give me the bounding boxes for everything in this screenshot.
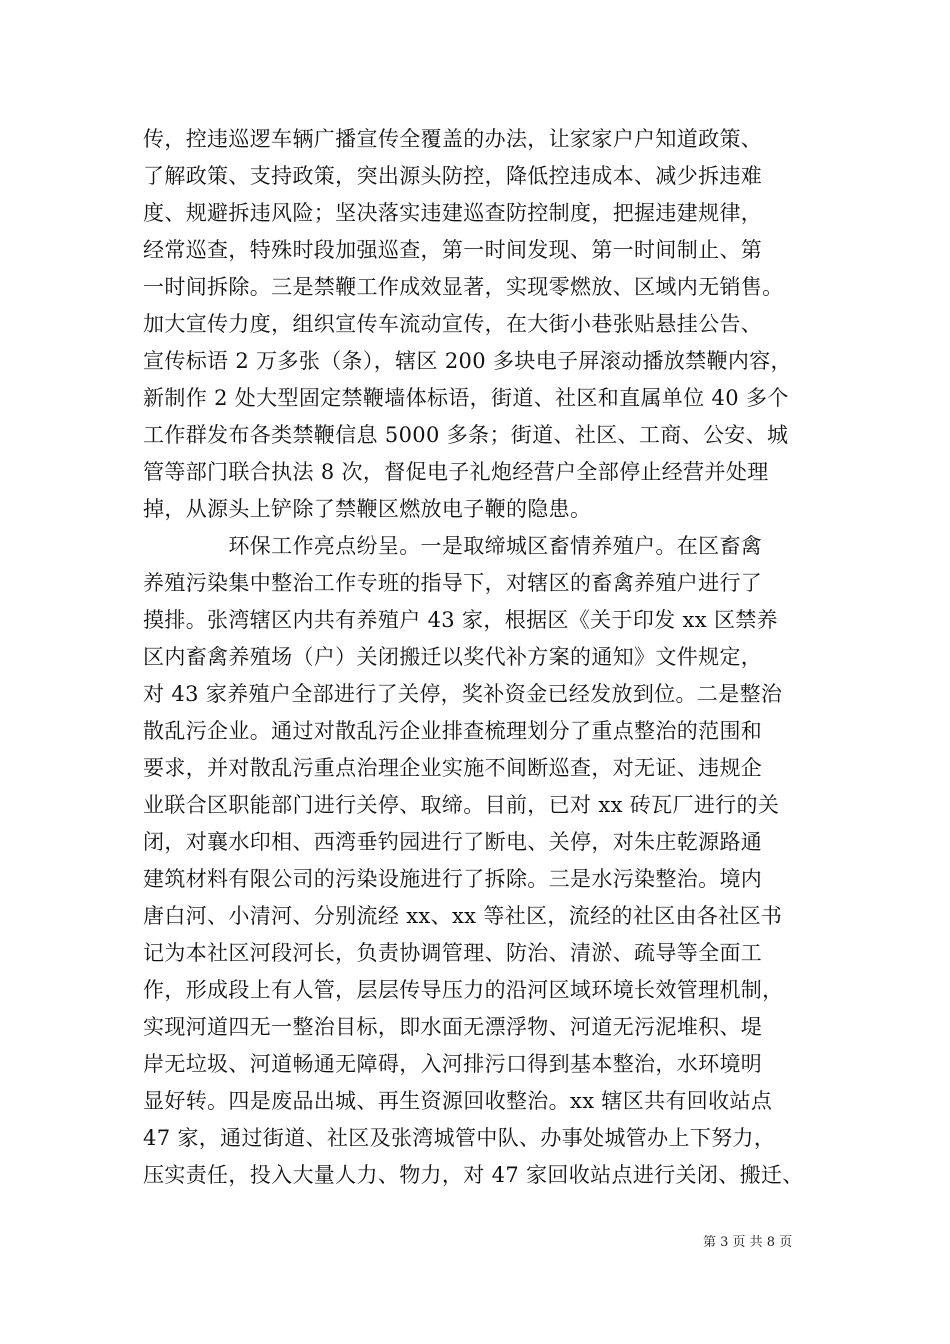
body-line: 度、规避拆违风险；坚决落实违建巡查防控制度，把握违建规律， xyxy=(143,201,763,225)
body-line: 闭，对襄水印相、西湾垂钓园进行了断电、关停，对朱庄乾源路通 xyxy=(143,830,763,854)
body-line: 业联合区职能部门进行关停、取缔。目前，已对 xx 砖瓦厂进行的关 xyxy=(143,793,780,817)
body-line: 显好转。四是废品出城、再生资源回收整治。xx 辖区共有回收站点 xyxy=(143,1089,773,1113)
body-line: 作，形成段上有人管，层层传导压力的沿河区域环境长效管理机制， xyxy=(143,978,784,1002)
body-line: 散乱污企业。通过对散乱污企业排查梳理划分了重点整治的范围和 xyxy=(143,719,763,743)
body-line: 一时间拆除。三是禁鞭工作成效显著，实现零燃放、区域内无销售。 xyxy=(143,275,784,299)
body-line: 了解政策、支持政策，突出源头防控，降低控违成本、减少拆违难 xyxy=(143,164,763,188)
body-line: 区内畜禽养殖场（户）关闭搬迁以奖代补方案的通知》文件规定， xyxy=(143,645,763,669)
paragraph-start-line: 环保工作亮点纷呈。一是取缔城区畜情养殖户。在区畜禽 xyxy=(143,534,763,558)
body-line: 要求，并对散乱污重点治理企业实施不间断巡查，对无证、违规企 xyxy=(143,756,763,780)
body-line: 掉，从源头上铲除了禁鞭区燃放电子鞭的隐患。 xyxy=(143,497,592,521)
body-line: 养殖污染集中整治工作专班的指导下，对辖区的畜禽养殖户进行了 xyxy=(143,571,763,595)
body-line: 宣传标语 2 万多张（条），辖区 200 多块电子屏滚动播放禁鞭内容， xyxy=(143,349,792,373)
body-line: 工作群发布各类禁鞭信息 5000 多条；街道、社区、工商、公安、城 xyxy=(143,423,789,447)
body-line: 压实责任，投入大量人力、物力，对 47 家回收站点进行关闭、搬迁、 xyxy=(143,1163,804,1187)
body-line: 经常巡查，特殊时段加强巡查，第一时间发现、第一时间制止、第 xyxy=(143,238,763,262)
body-line: 47 家，通过街道、社区及张湾城管中队、办事处城管办上下努力， xyxy=(143,1126,776,1150)
body-line: 实现河道四无一整治目标，即水面无漂浮物、河道无污泥堆积、堤 xyxy=(143,1015,763,1039)
body-line: 传，控违巡逻车辆广播宣传全覆盖的办法，让家家户户知道政策、 xyxy=(143,127,763,151)
body-line: 摸排。张湾辖区内共有养殖户 43 家，根据区《关于印发 xx 区禁养 xyxy=(143,608,779,632)
body-line: 对 43 家养殖户全部进行了关停，奖补资金已经发放到位。二是整治 xyxy=(143,682,783,706)
body-line: 岸无垃圾、河道畅通无障碍，入河排污口得到基本整治，水环境明 xyxy=(143,1052,763,1076)
page-footer: 第 3 页 共 8 页 xyxy=(703,1235,793,1250)
body-line: 记为本社区河段河长，负责协调管理、防治、清淤、疏导等全面工 xyxy=(143,941,763,965)
body-line: 建筑材料有限公司的污染设施进行了拆除。三是水污染整治。境内 xyxy=(143,867,763,891)
body-line: 加大宣传力度，组织宣传车流动宣传，在大街小巷张贴悬挂公告、 xyxy=(143,312,763,336)
body-line: 管等部门联合执法 8 次，督促电子礼炮经营户全部停止经营并处理 xyxy=(143,460,769,484)
body-line: 新制作 2 处大型固定禁鞭墙体标语，街道、社区和直属单位 40 多个 xyxy=(143,386,789,410)
body-line: 唐白河、小清河、分别流经 xx、xx 等社区，流经的社区由各社区书 xyxy=(143,904,783,928)
